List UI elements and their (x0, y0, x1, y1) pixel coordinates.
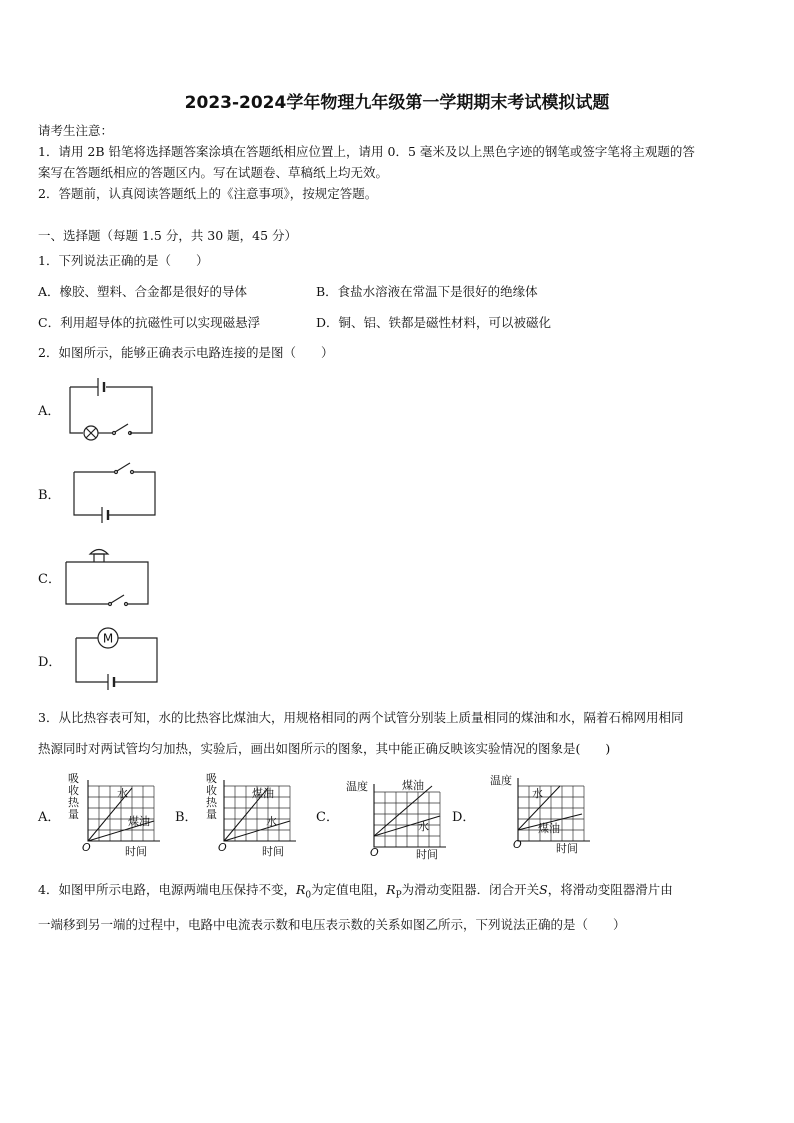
q2-circuit-c (60, 542, 155, 612)
q1-option-d: D．铜、铝、铁都是磁性材料，可以被磁化 (316, 315, 552, 330)
svg-text:收: 收 (206, 784, 217, 797)
r0-symbol: R (295, 882, 306, 897)
svg-text:热: 热 (206, 796, 217, 809)
svg-text:煤油: 煤油 (252, 787, 274, 800)
svg-text:热: 热 (68, 796, 79, 809)
svg-text:量: 量 (68, 808, 79, 821)
q3-graph-d (488, 770, 598, 858)
q2-label-a: A． (38, 404, 61, 419)
q3-label-c: C． (316, 810, 339, 825)
svg-text:收: 收 (68, 784, 79, 797)
svg-text:水: 水 (532, 787, 543, 800)
svg-text:温度: 温度 (490, 774, 512, 787)
q2-label-b: B． (38, 488, 61, 503)
svg-text:时间: 时间 (416, 848, 438, 861)
q4-stem-line-2: 一端移到另一端的过程中，电路中电流表示数和电压表示数的关系如图乙所示，下列说法正确的是（ ） (38, 917, 626, 932)
svg-text:水: 水 (117, 787, 128, 800)
svg-text:O: O (82, 841, 91, 854)
notice-line-1a: 1．请用 2B 铅笔将选择题答案涂填在答题纸相应位置上，请用 0．5 毫米及以上黑色字迹的钢笔或签字笔将主观题的答 (38, 144, 695, 159)
svg-text:煤油: 煤油 (128, 815, 150, 828)
rp-symbol: R (386, 882, 396, 897)
q2-label-d: D． (38, 655, 62, 670)
q2-circuit-d (62, 622, 164, 694)
q2-circuit-a (60, 375, 165, 445)
svg-text:吸: 吸 (206, 772, 217, 785)
q3-label-a: A． (38, 810, 61, 825)
motor-symbol: M (102, 631, 114, 646)
svg-text:吸: 吸 (68, 772, 79, 785)
q3-graph-b (200, 770, 306, 860)
svg-text:O: O (218, 841, 227, 854)
section-heading: 一、选择题（每题 1.5 分，共 30 题，45 分） (38, 228, 298, 243)
q1-stem: 1．下列说法正确的是（ ） (38, 253, 209, 268)
switch-symbol: S (539, 882, 548, 897)
svg-text:时间: 时间 (262, 845, 284, 858)
svg-text:水: 水 (266, 815, 277, 828)
q3-graph-a (62, 770, 168, 860)
svg-text:时间: 时间 (556, 842, 578, 855)
q1-option-a: A．橡胶、塑料、合金都是很好的导体 (38, 284, 248, 299)
q2-label-c: C． (38, 572, 61, 587)
svg-text:量: 量 (206, 808, 217, 821)
q2-stem: 2．如图所示，能够正确表示电路连接的是图（ ） (38, 345, 334, 360)
q3-label-b: B． (175, 810, 198, 825)
notice-line-1b: 案写在答题纸相应的答题区内。写在试题卷、草稿纸上均无效。 (38, 165, 389, 180)
svg-text:煤油: 煤油 (402, 779, 424, 792)
q4-stem-line-1: 4．如图甲所示电路，电源两端电压保持不变，$R_0$为定值电阻，$R_P$为滑动变阻器．闭合开关S，将滑动变阻器滑片由 (38, 882, 673, 901)
svg-text:O: O (370, 846, 379, 859)
q3-stem-line-2: 热源同时对两试管均匀加热，实验后，画出如图所示的图象，其中能正确反映该实验情况的图象是( ) (38, 741, 611, 756)
q3-stem-line-1: 3．从比热容表可知，水的比热容比煤油大，用规格相同的两个试管分别装上质量相同的煤油和水，隔着石棉网用相同 (38, 710, 684, 725)
q3-graph-c (340, 776, 450, 862)
q1-option-b: B．食盐水溶液在常温下是很好的绝缘体 (316, 284, 538, 299)
q1-option-c: C．利用超导体的抗磁性可以实现磁悬浮 (38, 315, 261, 330)
svg-text:水: 水 (418, 820, 429, 833)
svg-text:温度: 温度 (346, 780, 368, 793)
notice-heading: 请考生注意： (38, 123, 114, 138)
q2-circuit-b (62, 460, 162, 530)
notice-line-2: 2．答题前，认真阅读答题纸上的《注意事项》，按规定答题。 (38, 186, 378, 201)
page-title: 2023-2024学年物理九年级第一学期期末考试模拟试题 (184, 93, 610, 113)
svg-text:O: O (513, 838, 522, 851)
svg-text:时间: 时间 (125, 845, 147, 858)
q3-label-d: D． (452, 810, 476, 825)
svg-text:煤油: 煤油 (538, 822, 560, 835)
